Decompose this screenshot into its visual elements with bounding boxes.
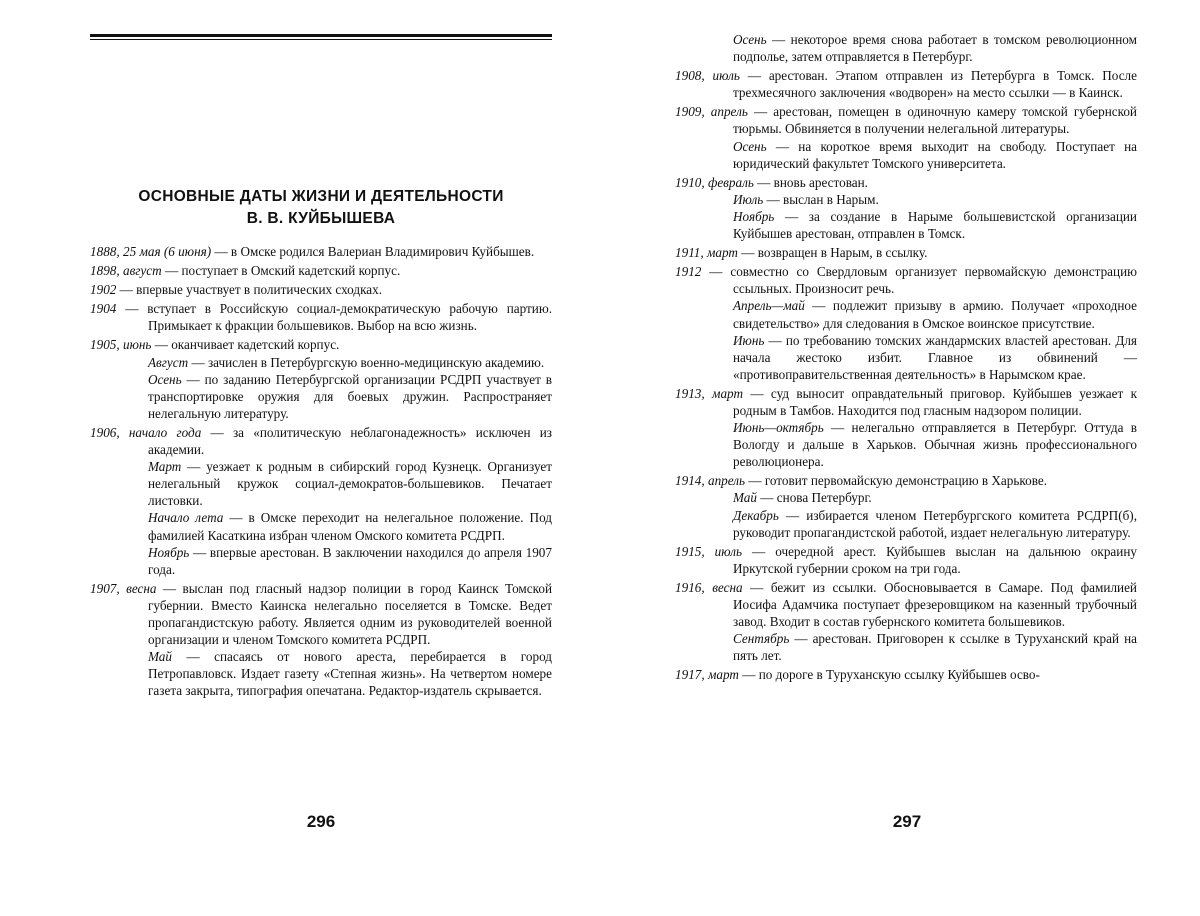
right-chronology: [675, 31, 1137, 683]
entry-date: 1910, февраль: [675, 174, 754, 190]
entry-date: Сентябрь: [733, 631, 790, 647]
entry-text: — арестован. Приговорен к ссылке в Туруханский край на пять лет.: [733, 631, 1137, 664]
chronology-subentry: [675, 419, 1137, 470]
chronology-subentry: [675, 138, 1137, 172]
chronology-entry: [675, 579, 1137, 630]
entry-date: 1913, март: [675, 385, 743, 401]
entry-text: — по заданию Петербургской организации РСДРП участвует в транспортировке оружия для боевых дружин. Распространяет нелегальную литературу.: [148, 371, 552, 421]
chronology-subentry: [90, 509, 552, 543]
entry-date: Начало лета: [148, 510, 224, 526]
entry-date: Июнь—октябрь: [733, 420, 824, 436]
entry-date: 1898, август: [90, 263, 162, 279]
chronology-entry: [90, 336, 552, 353]
entry-date: Осень: [148, 371, 182, 387]
entry-date: Осень: [733, 32, 767, 47]
chronology-subentry: [90, 544, 552, 578]
entry-text: — арестован, помещен в одиночную камеру томской губернской тюрьмы. Обвиняется в получении нелегальной литературы.: [733, 104, 1137, 137]
entry-date: Июнь: [733, 332, 765, 348]
entry-text: — поступает в Омский кадетский корпус.: [161, 263, 401, 279]
entry-date: 1908, июль: [675, 68, 740, 84]
chronology-entry: [675, 174, 1137, 191]
chronology-subentry: [90, 371, 552, 422]
entry-date: 1917, март: [675, 667, 739, 683]
heading-line-1: ОСНОВНЫЕ ДАТЫ ЖИЗНИ И ДЕЯТЕЛЬНОСТИ: [138, 188, 504, 205]
chronology-entry: [675, 543, 1137, 577]
entry-text: — бежит из ссылки. Обосновывается в Самаре. Под фамилией Иосифа Адамчика поступает фрезеровщиком на казенный трубочный завод. Входит в состав губернского комитета большевиков.: [733, 579, 1137, 630]
entry-text: — возвращен в Нарым, в ссылку.: [737, 245, 928, 261]
entry-text: — по требованию томских жандармских властей арестован. Для начала жестоко избит. Главное из обвинений — «противоправительственная деятельность» в Нарымском крае.: [733, 332, 1137, 382]
entry-date: 1912: [675, 264, 702, 280]
entry-date: Апрель—май: [733, 298, 805, 314]
heading-line-2: В. В. КУЙБЫШЕВА: [246, 210, 396, 227]
entry-date: 1907, весна: [90, 580, 157, 596]
chronology-entry: [675, 103, 1137, 137]
entry-text: — суд выносит оправдательный приговор. Куйбышев уезжает к родным в Тамбов. Находится под гласным надзором полиции.: [733, 385, 1137, 418]
chronology-entry: [90, 424, 552, 458]
entry-date: Май: [148, 649, 172, 665]
entry-text: — выслан в Нарым.: [763, 191, 879, 207]
entry-text: — подлежит призыву в армию. Получает «проходное свидетельство» для следования в Омское воинское присутствие.: [733, 298, 1137, 331]
entry-text: — снова Петербург.: [757, 490, 872, 506]
entry-date: Март: [148, 459, 182, 475]
entry-date: 1916, весна: [675, 579, 743, 595]
chronology-entry: [675, 666, 1137, 683]
entry-date: 1902: [90, 282, 117, 298]
entry-date: 1911, март: [675, 245, 738, 261]
entry-date: 1905, июнь: [90, 337, 152, 353]
entry-text: — совместно со Свердловым организует первомайскую демонстрацию ссыльных. Произносит речь.: [701, 264, 1137, 297]
entry-text: — впервые участвует в политических сходках.: [116, 282, 383, 298]
chronology-subentry: [675, 191, 1137, 208]
entry-date: Август: [148, 354, 189, 370]
entry-text: — на короткое время выходит на свободу. Поступает на юридический факультет Томского университета.: [733, 138, 1137, 171]
chronology-subentry: [90, 458, 552, 509]
chronology-subentry: [675, 630, 1137, 664]
page-number-right: 297: [892, 812, 922, 831]
right-page: [600, 0, 1200, 916]
chronology-subentry: [90, 648, 552, 699]
chronology-subentry: [90, 354, 552, 371]
chronology-entry: [90, 281, 552, 298]
chronology-entry: [675, 263, 1137, 297]
entry-date: Осень: [733, 138, 767, 154]
entry-date: 1909, апрель: [675, 104, 748, 120]
chronology-entry: [90, 580, 552, 648]
chronology-subentry: [675, 208, 1137, 242]
entry-text: — за «политическую неблагонадежность» исключен из академии.: [148, 424, 553, 458]
entry-text: — вновь арестован.: [753, 174, 868, 190]
entry-text: — готовит первомайскую демонстрацию в Харькове.: [745, 473, 1047, 489]
entry-text: — очередной арест. Куйбышев выслан на дальнюю окраину Иркутской губернии сроком на три года.: [733, 543, 1137, 576]
entry-text: — вступает в Российскую социал-демократическую рабочую партию. Примыкает к фракции большевиков. Выбор на всю жизнь.: [116, 301, 552, 334]
entry-date: Ноябрь: [733, 208, 775, 224]
entry-date: Май: [733, 490, 757, 506]
chronology-subentry: [675, 297, 1137, 331]
entry-text: — нелегально отправляется в Петербург. Оттуда в Вологду и дальше в Харьков. Обычная жизнь профессионального революционера.: [733, 420, 1137, 470]
entry-text: — выслан под гласный надзор полиции в город Каинск Томской губернии. Вместо Каинска нелегально поселяется в Томске. Ведет пропагандистскую работу. Является одним из руководителей военной организации и членом Томского комитета РСДРП.: [148, 580, 552, 648]
chapter-heading: [90, 186, 552, 230]
chronology-entry: [90, 243, 552, 260]
entry-text: — уезжает к родным в сибирский город Кузнецк. Организует нелегальный кружок социал-демократов-большевиков. Печатает листовки.: [148, 459, 552, 509]
entry-date: 1914, апрель: [675, 473, 746, 489]
chronology-entry: [675, 67, 1137, 101]
chronology-entry: [675, 244, 1137, 261]
entry-text: — оканчивает кадетский корпус.: [151, 337, 340, 353]
entry-date: 1904: [90, 301, 117, 317]
chronology-entry: [675, 472, 1137, 489]
entry-text: — арестован. Этапом отправлен из Петербурга в Томск. После трехмесячного заключения «водворен» на место ссылки — в Каинск.: [733, 68, 1137, 101]
entry-text: — в Омске родился Валериан Владимирович Куйбышев.: [211, 244, 535, 259]
chronology-subentry: [675, 489, 1137, 506]
entry-text: — спасаясь от нового ареста, перебирается в город Петропавловск. Издает газету «Степная жизнь». На четвертом номере газета закрыта, типография опечатана. Редактор-издатель скрывается.: [148, 649, 552, 699]
chronology-subentry: [675, 31, 1137, 65]
entry-date: 1915, июль: [675, 543, 742, 559]
chronology-entry: [90, 262, 552, 279]
entry-text: — зачислен в Петербургскую военно-медицинскую академию.: [188, 354, 545, 370]
entry-text: — за создание в Нарыме большевистской организации Куйбышев арестован, отправлен в Томск.: [733, 208, 1137, 242]
top-decorative-rule: [90, 34, 552, 40]
chronology-subentry: [675, 332, 1137, 383]
entry-text: — некоторое время снова работает в томском революционном подполье, затем отправляется в Петербург.: [733, 32, 1137, 65]
chronology-entry: [675, 385, 1137, 419]
entry-date: Декабрь: [733, 507, 779, 523]
entry-text: — впервые арестован. В заключении находился до апреля 1907 года.: [148, 544, 552, 577]
entry-text: — избирается членом Петербургского комитета РСДРП(б), руководит пропагандистской работой, издает нелегальную литературу.: [733, 507, 1137, 540]
left-chronology: [90, 243, 552, 699]
chronology-subentry: [675, 507, 1137, 541]
entry-date: 1888, 25 мая (6 июня): [90, 244, 212, 259]
entry-date: Ноябрь: [148, 544, 190, 560]
entry-date: 1906, начало года: [90, 424, 202, 440]
chronology-entry: [90, 300, 552, 334]
entry-text: — по дороге в Туруханскую ссылку Куйбышев осво-: [738, 667, 1040, 683]
page-number-left: 296: [306, 812, 336, 831]
entry-date: Июль: [733, 191, 764, 207]
entry-text: — в Омске переходит на нелегальное положение. Под фамилией Касаткина избран членом Омского комитета РСДРП.: [148, 510, 552, 543]
